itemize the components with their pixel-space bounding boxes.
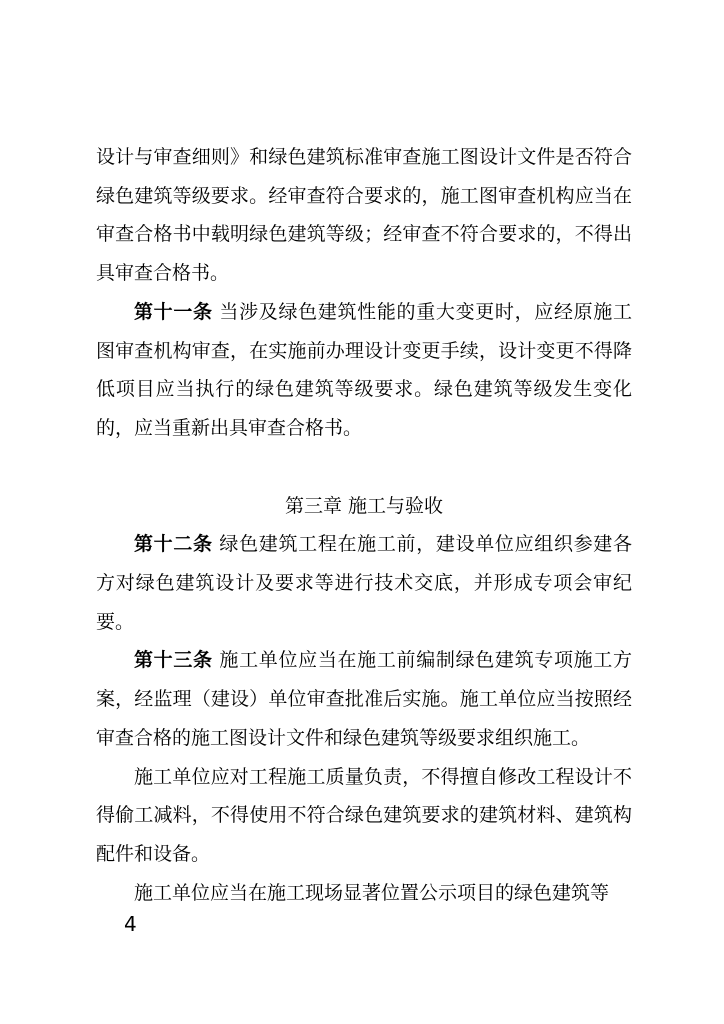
- article-number: 第十二条: [134, 533, 213, 556]
- article-13-paragraph: [96, 641, 632, 757]
- article-number: 第十一条: [134, 300, 213, 323]
- paragraph: [96, 758, 632, 874]
- paragraph-continued: [96, 138, 632, 293]
- article-12-paragraph: [96, 525, 632, 641]
- page-number: 4: [124, 912, 137, 936]
- paragraph: [96, 874, 632, 913]
- article-text: 绿色建筑工程在施工前，建设单位应组织参建各方对绿色建筑设计及要求等进行技术交底，并形成专项会审纪要。: [96, 533, 632, 633]
- article-text: 施工单位应当在施工前编制绿色建筑专项施工方案，经监理（建设）单位审查批准后实施。施工单位应当按照经审查合格的施工图设计文件和绿色建筑等级要求组织施工。: [96, 649, 632, 749]
- paragraph-text: 施工单位应当在施工现场显著位置公示项目的绿色建筑等: [134, 881, 610, 904]
- paragraph-text: 施工单位应对工程施工质量负责，不得擅自修改工程设计不得偷工减料，不得使用不符合绿色建筑要求的建筑材料、建筑构配件和设备。: [96, 765, 632, 865]
- document-body: [96, 138, 632, 912]
- article-number: 第十三条: [134, 649, 213, 672]
- paragraph-text: 设计与审查细则》和绿色建筑标准审查施工图设计文件是否符合绿色建筑等级要求。经审查符合要求的，施工图审查机构应当在审查合格书中载明绿色建筑等级；经审查不符合要求的，不得出具审查合格书。: [96, 146, 632, 285]
- article-text: 当涉及绿色建筑性能的重大变更时，应经原施工图审查机构审查，在实施前办理设计变更手续，设计变更不得降低项目应当执行的绿色建筑等级要求。绿色建筑等级发生变化的，应当重新出具审查合格书。: [96, 300, 632, 439]
- article-11-paragraph: [96, 293, 632, 448]
- chapter-heading: 第三章 施工与验收: [284, 494, 444, 517]
